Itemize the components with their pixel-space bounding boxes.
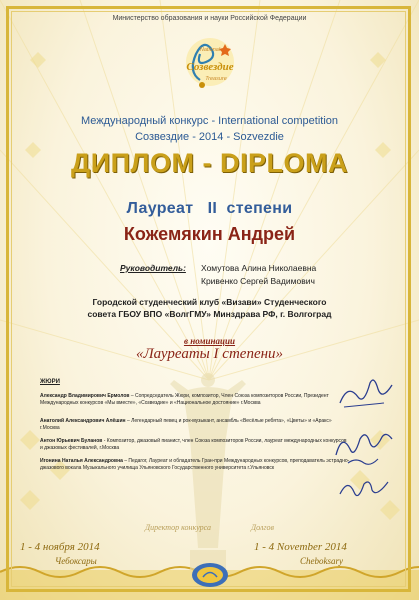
leaders-label: Руководитель: — [120, 263, 186, 273]
club-line-2: совета ГБОУ ВПО «ВолгГМУ» Минздрава РФ, г. Волгоград — [87, 309, 332, 319]
jury-member-name: Игонина Наталья Александровна — [40, 458, 123, 464]
jury-member-3 — [40, 438, 350, 452]
jury-member-name: Антон Юрьевич Буланов — [40, 438, 103, 444]
leader-name-1: Хомутова Алина Николаевна — [201, 263, 317, 273]
city-russian: Чебоксары — [55, 556, 97, 566]
signature-3 — [330, 470, 400, 510]
logo-main-text: Созвездие — [186, 61, 234, 73]
logo-treasure-text: Treasure — [205, 76, 227, 82]
jury-member-description: – Легендарный певец и рок-музыкант, ансамбль «Весёлые ребята», «Цветы» и «Аракс» г.Москва — [40, 418, 332, 431]
ministry-header: Министерство образования и науки Российской Федерации — [112, 15, 307, 22]
laureate-degree: Лауреат II степени — [126, 200, 293, 217]
city-english: Cheboksary — [300, 556, 343, 566]
jury-member-description: - Композитор, джазовый пианист, член Союза композиторов России, лауреат международных конкурсов и джазовых фестивалей, г.Москва — [40, 438, 347, 451]
jury-member-name: Анатолий Александрович Алёшин — [40, 418, 126, 424]
jury-member-description: – Сопредседатель Жюри, композитор, Член Союза композиторов России, Президент Международных конкурсов «Мы вместе», «Созвездие» и «Национальное достояние» г.Москва — [40, 393, 329, 406]
emblem-icon — [188, 560, 232, 590]
jury-label: ЖЮРИ — [40, 379, 60, 385]
jury-member-name: Александр Владимирович Ермолов — [40, 393, 130, 399]
sozvezdie-logo — [170, 30, 250, 100]
director-line: Директор конкурса Долгов — [145, 523, 274, 532]
signature-1 — [330, 375, 400, 415]
jury-member-4 — [40, 458, 350, 472]
dates-russian: 1 - 4 ноября 2014 — [20, 541, 100, 553]
jury-member-2 — [40, 418, 350, 432]
leader-name-2: Кривенко Сергей Вадимович — [201, 276, 315, 286]
nomination-value: «Лауреаты I степени» — [135, 346, 284, 362]
competition-line-2: Созвездие - 2014 - Sozvezdie — [135, 131, 284, 143]
club-line-1: Городской студенческий клуб «Визави» Студенческого — [92, 297, 327, 307]
nomination-label: в номинации — [183, 336, 236, 346]
dates-english: 1 - 4 November 2014 — [254, 541, 347, 553]
diploma-title: ДИПЛОМ - DIPLOMA — [71, 148, 348, 178]
recipient-name: Кожемякин Андрей — [123, 224, 296, 244]
logo-national-text: National — [199, 47, 221, 53]
jury-member-1 — [40, 393, 350, 407]
signature-2 — [330, 425, 400, 470]
competition-line-1: Международный конкурс - International competition — [80, 115, 339, 127]
jury-member-description: – Педагог, Лауреат и обладатель Гран-при Международных конкурсов, преподаватель эстрадно-джазового вокала Музыкального училища Ульяновского Государственного университета г.Ульяновск — [40, 458, 350, 471]
